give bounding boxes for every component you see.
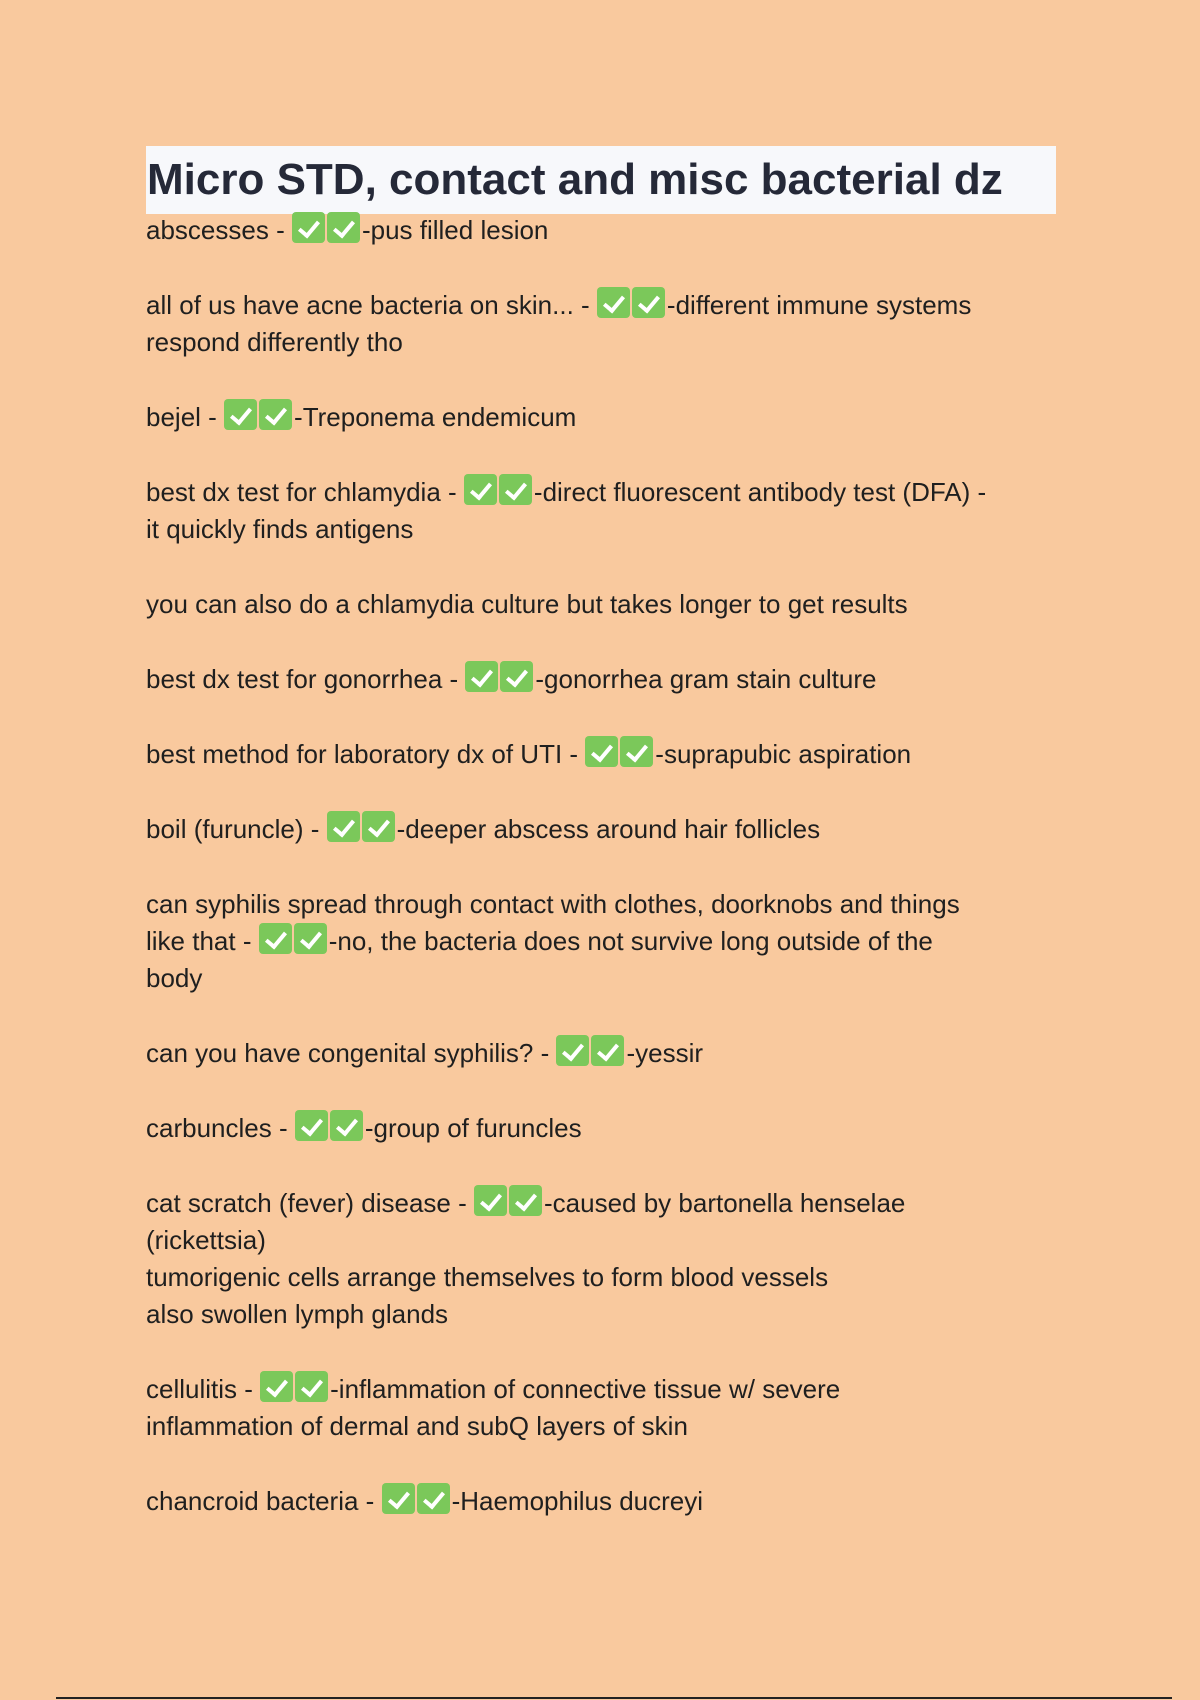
- answer-check-marks: [585, 736, 653, 767]
- entry-question: abscesses -: [146, 215, 292, 245]
- entry-line: [146, 1483, 1076, 1520]
- check-mark-icon: [327, 212, 360, 243]
- entry-question: bejel -: [146, 402, 225, 432]
- entry-answer-continued: body: [146, 963, 203, 993]
- entry-answer: -group of furuncles: [364, 1113, 582, 1143]
- entry-extra-line: [146, 511, 1076, 548]
- flashcard-entry: [146, 287, 1076, 361]
- title-banner: [146, 146, 1056, 214]
- entry-answer: -deeper abscess around hair follicles: [396, 814, 821, 844]
- check-mark-icon: [585, 736, 618, 767]
- answer-check-marks: [295, 1110, 363, 1141]
- entry-answer: -inflammation of connective tissue w/ severe: [330, 1374, 841, 1404]
- check-mark-icon: [295, 1371, 328, 1402]
- entry-question-continued: like that -: [146, 926, 259, 956]
- entry-line: [146, 736, 1076, 773]
- check-mark-icon: [327, 811, 360, 842]
- entry-line: [146, 474, 1076, 511]
- flashcard-entry: [146, 886, 1076, 997]
- entry-extra-line: [146, 1296, 1076, 1333]
- answer-check-marks: [259, 923, 327, 954]
- flashcard-entry: [146, 1483, 1076, 1520]
- entry-extra-line: [146, 324, 1076, 361]
- entry-line: [146, 1110, 1076, 1147]
- answer-check-marks: [464, 474, 532, 505]
- check-mark-icon: [260, 1371, 293, 1402]
- check-mark-icon: [259, 923, 292, 954]
- answer-check-marks: [556, 1035, 624, 1066]
- entry-extra-line: [146, 1408, 1076, 1445]
- check-mark-icon: [224, 399, 257, 430]
- check-mark-icon: [474, 1185, 507, 1216]
- answer-check-marks: [292, 212, 360, 243]
- entry-extra-text: tumorigenic cells arrange themselves to form blood vessels: [146, 1262, 829, 1292]
- check-mark-icon: [591, 1035, 624, 1066]
- check-mark-icon: [292, 212, 325, 243]
- entry-line: [146, 212, 1076, 249]
- flashcard-entry: [146, 399, 1076, 436]
- check-mark-icon: [259, 399, 292, 430]
- flashcard-entry: [146, 586, 1076, 623]
- answer-check-marks: [382, 1483, 450, 1514]
- check-mark-icon: [417, 1483, 450, 1514]
- entry-extra-line: [146, 1222, 1076, 1259]
- entry-line: [146, 586, 1076, 623]
- entry-question: best dx test for gonorrhea -: [146, 664, 466, 694]
- entry-question: you can also do a chlamydia culture but takes longer to get results: [146, 589, 908, 619]
- entry-answer: -caused by bartonella henselae: [544, 1188, 906, 1218]
- check-mark-icon: [500, 661, 533, 692]
- page-divider: [56, 1697, 1172, 1699]
- entry-question: best method for laboratory dx of UTI -: [146, 739, 586, 769]
- check-mark-icon: [464, 474, 497, 505]
- check-mark-icon: [632, 287, 665, 318]
- flashcard-entry: [146, 1185, 1076, 1333]
- answer-check-marks: [474, 1185, 542, 1216]
- answer-check-marks: [465, 661, 533, 692]
- check-mark-icon: [499, 474, 532, 505]
- entry-line: [146, 1185, 1076, 1222]
- flashcard-entry: [146, 811, 1076, 848]
- flashcard-entry: [146, 1371, 1076, 1445]
- entry-question: can syphilis spread through contact with clothes, doorknobs and things: [146, 889, 960, 919]
- entry-line: [146, 960, 1076, 997]
- check-mark-icon: [330, 1110, 363, 1141]
- check-mark-icon: [597, 287, 630, 318]
- entry-line: [146, 399, 1076, 436]
- entry-answer: -yessir: [626, 1038, 704, 1068]
- check-mark-icon: [509, 1185, 542, 1216]
- flashcard-entry: [146, 212, 1076, 249]
- check-mark-icon: [294, 923, 327, 954]
- entry-question: all of us have acne bacteria on skin... -: [146, 290, 597, 320]
- check-mark-icon: [465, 661, 498, 692]
- entry-answer: -direct fluorescent antibody test (DFA) -: [533, 477, 987, 507]
- entry-line: [146, 287, 1076, 324]
- flashcard-entry: [146, 736, 1076, 773]
- flashcard-entry: [146, 1035, 1076, 1072]
- flashcard-entry: [146, 1110, 1076, 1147]
- flashcard-entry: [146, 474, 1076, 548]
- entry-answer: -gonorrhea gram stain culture: [535, 664, 877, 694]
- entry-question: cat scratch (fever) disease -: [146, 1188, 474, 1218]
- check-mark-icon: [556, 1035, 589, 1066]
- flashcard-entry: [146, 661, 1076, 698]
- entry-extra-text: it quickly finds antigens: [146, 514, 414, 544]
- entry-answer: -no, the bacteria does not survive long outside of the: [328, 926, 933, 956]
- entry-question: can you have congenital syphilis? -: [146, 1038, 557, 1068]
- entry-extra-text: respond differently tho: [146, 327, 403, 357]
- entry-extra-line: [146, 1259, 1076, 1296]
- entry-question: best dx test for chlamydia -: [146, 477, 464, 507]
- answer-check-marks: [597, 287, 665, 318]
- entry-extra-text: also swollen lymph glands: [146, 1299, 449, 1329]
- check-mark-icon: [295, 1110, 328, 1141]
- answer-check-marks: [260, 1371, 328, 1402]
- entry-extra-text: (rickettsia): [146, 1225, 266, 1255]
- entry-line: [146, 661, 1076, 698]
- entry-answer: -different immune systems: [666, 290, 972, 320]
- entry-extra-text: inflammation of dermal and subQ layers of skin: [146, 1411, 688, 1441]
- entry-line: [146, 811, 1076, 848]
- check-mark-icon: [382, 1483, 415, 1514]
- check-mark-icon: [362, 811, 395, 842]
- entry-answer: -suprapubic aspiration: [655, 739, 912, 769]
- flashcard-list: [146, 212, 1076, 1558]
- page-title: Micro STD, contact and misc bacterial dz: [147, 155, 1003, 204]
- entry-line: [146, 1035, 1076, 1072]
- entry-question: boil (furuncle) -: [146, 814, 327, 844]
- entry-line: [146, 886, 1076, 923]
- answer-check-marks: [224, 399, 292, 430]
- entry-question: cellulitis -: [146, 1374, 261, 1404]
- entry-answer: -Treponema endemicum: [294, 402, 577, 432]
- entry-line: [146, 923, 1076, 960]
- check-mark-icon: [620, 736, 653, 767]
- entry-question: carbuncles -: [146, 1113, 295, 1143]
- entry-question: chancroid bacteria -: [146, 1486, 382, 1516]
- entry-answer: -pus filled lesion: [361, 215, 549, 245]
- entry-line: [146, 1371, 1076, 1408]
- entry-answer: -Haemophilus ducreyi: [451, 1486, 704, 1516]
- answer-check-marks: [327, 811, 395, 842]
